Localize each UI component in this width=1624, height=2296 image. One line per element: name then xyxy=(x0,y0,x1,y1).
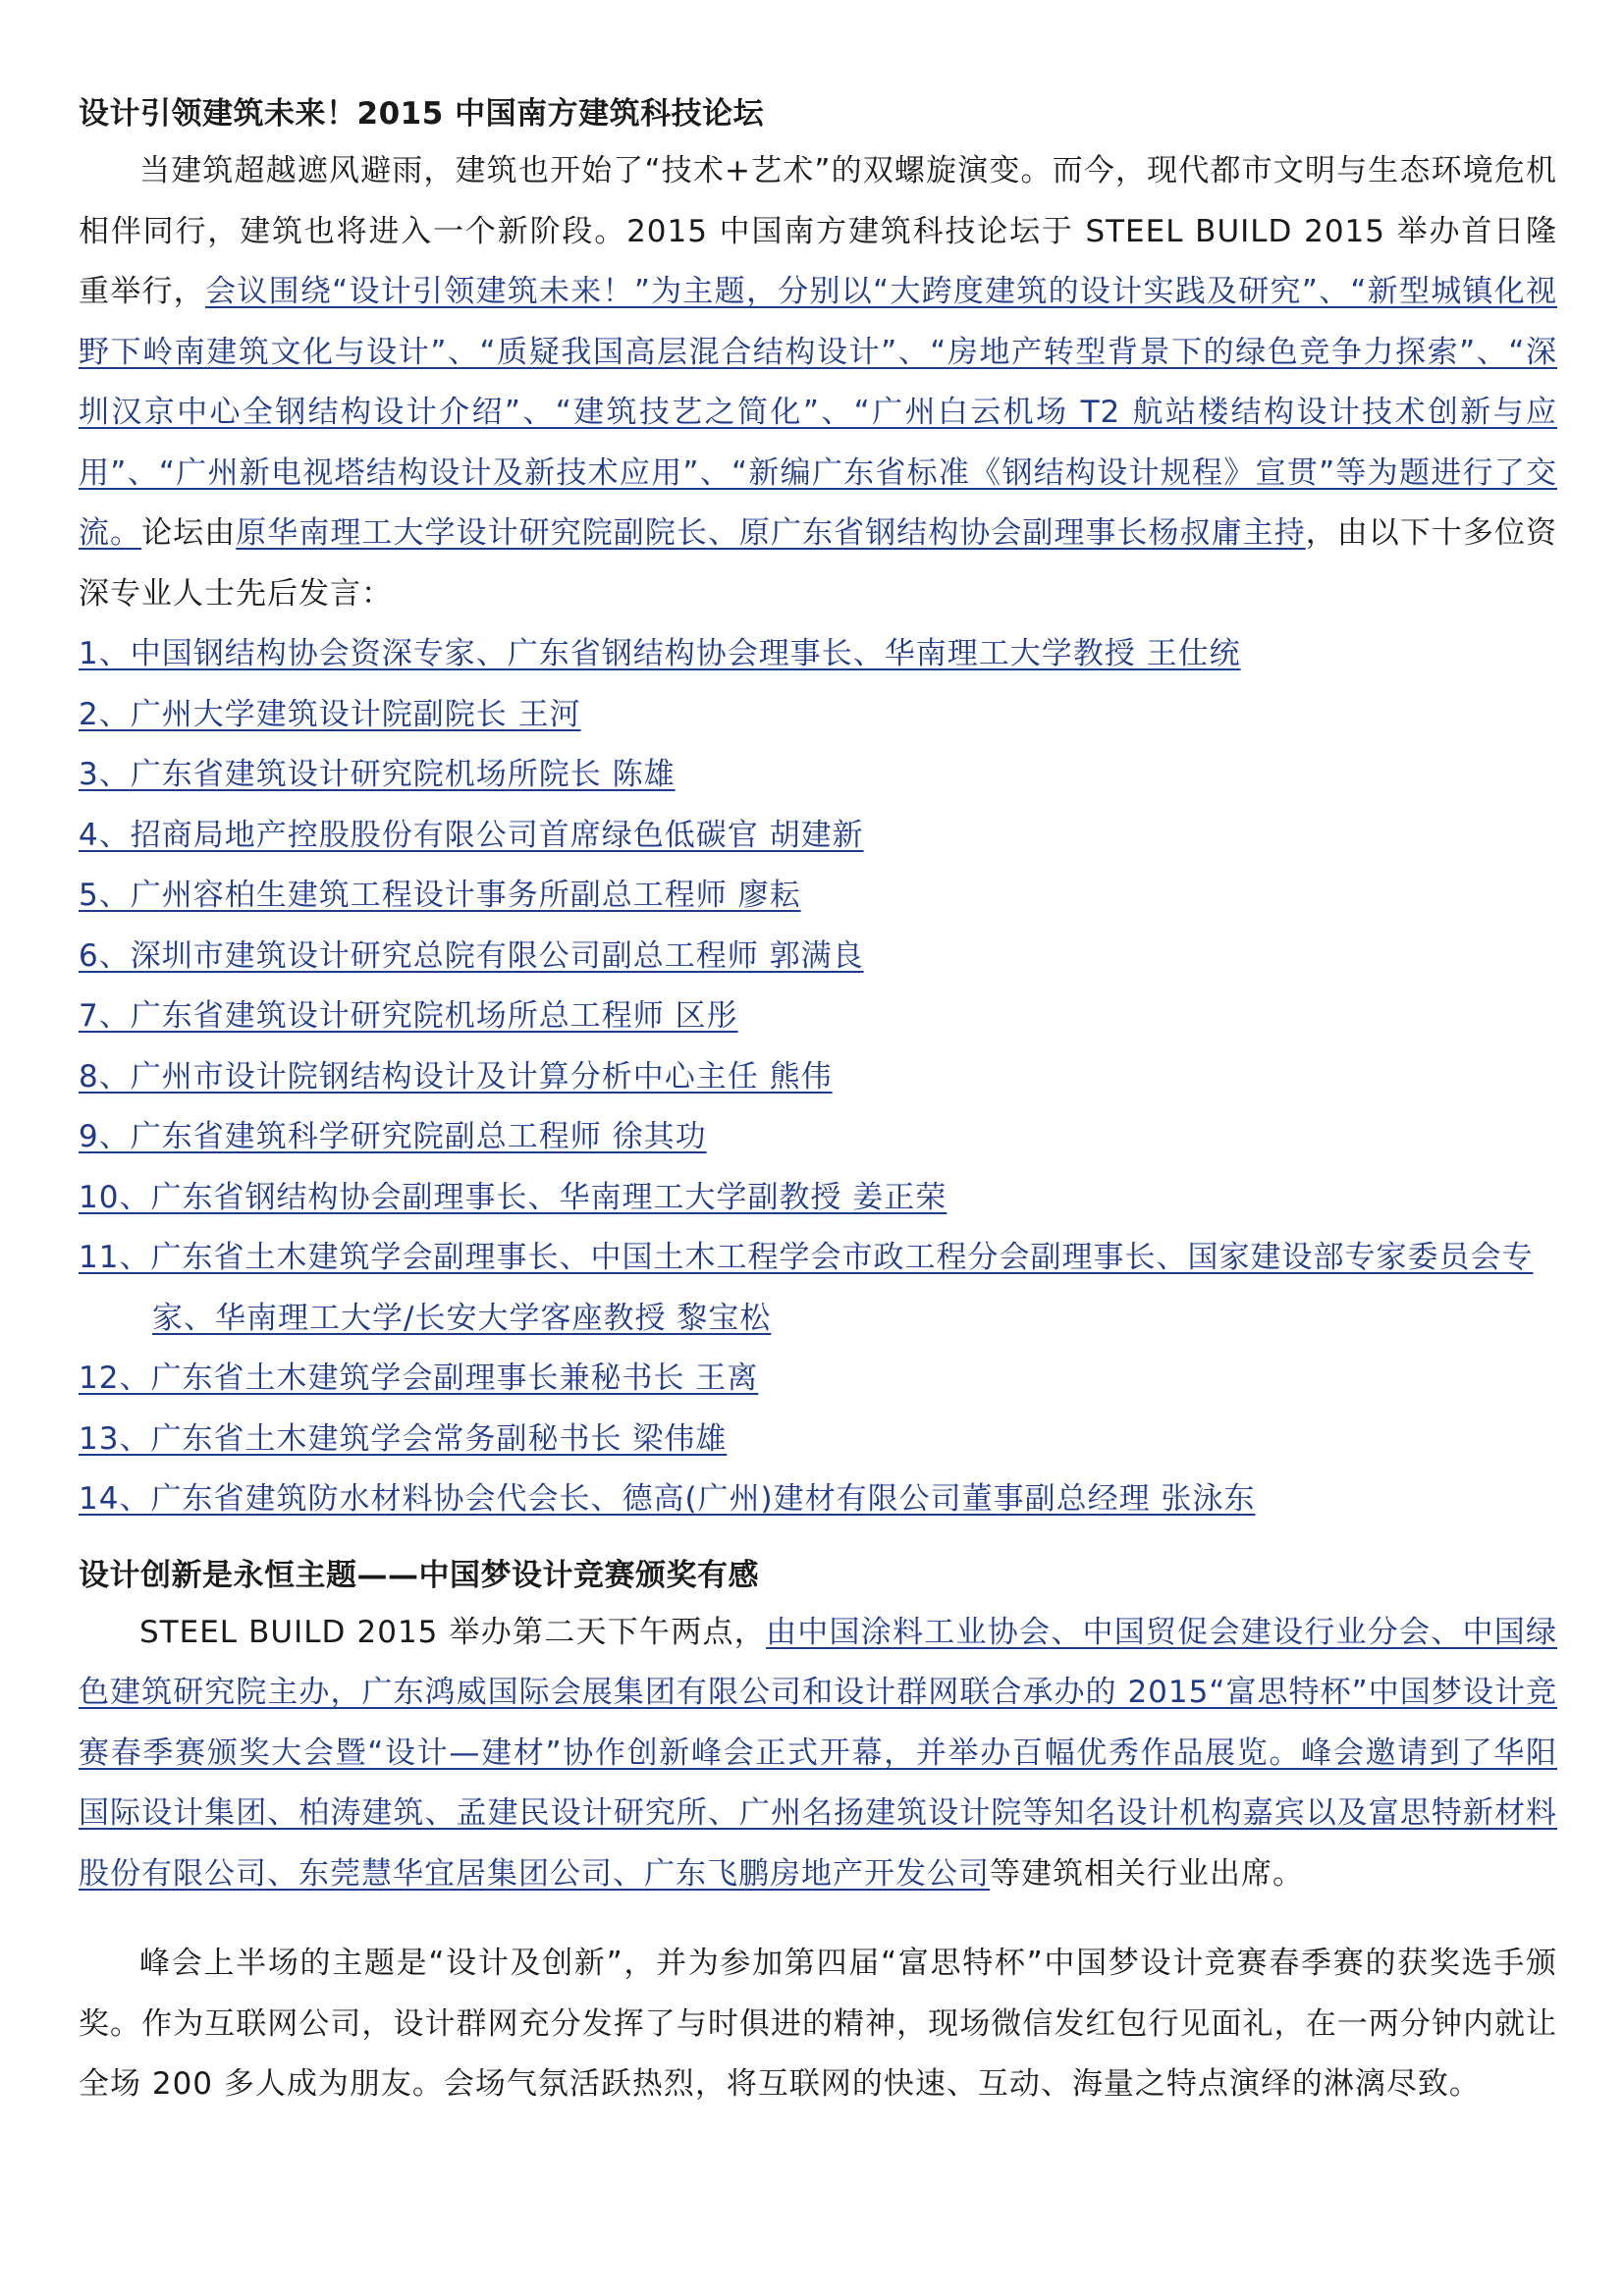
paragraph-spacer xyxy=(79,1904,1557,1934)
list-item[interactable] xyxy=(79,745,1557,806)
speaker-link[interactable]: 11、广东省土木建筑学会副理事长、中国土木工程学会市政工程分会副理事长、国家建设部专家委员会专家、华南理工大学/长安大学客座教授 黎宝松 xyxy=(79,1240,1534,1336)
list-item[interactable] xyxy=(79,1228,1557,1349)
speaker-link[interactable]: 3、广东省建筑设计研究院机场所院长 陈雄 xyxy=(79,757,676,792)
speaker-list xyxy=(79,624,1557,1530)
speaker-link[interactable]: 1、中国钢结构协会资深专家、广东省钢结构协会理事长、华南理工大学教授 王仕统 xyxy=(79,636,1241,671)
list-item[interactable] xyxy=(79,1047,1557,1108)
speaker-link[interactable]: 10、广东省钢结构协会副理事长、华南理工大学副教授 姜正荣 xyxy=(79,1179,947,1215)
intro-text-a: 当建筑超越遮风避雨，建筑也开始了“技术+艺术”的双螺旋演变。而今，现代都市文明与生态环境危机相伴同行，建筑也将进入一个新阶段。2015 中国南方建筑科技论坛于 STEEL BUILD 2015 举办首日隆重举行， xyxy=(79,153,1557,309)
section-spacer xyxy=(79,1530,1557,1556)
list-item[interactable] xyxy=(79,927,1557,988)
forum-topics-link[interactable]: 会议围绕“设计引领建筑未来！”为主题，分别以“大跨度建筑的设计实践及研究”、“新型城镇化视野下岭南建筑文化与设计”、“质疑我国高层混合结构设计”、“房地产转型背景下的绿色竞争力探索”、“深圳汉京中心全钢结构设计介绍”、“建筑技艺之简化”、“广州白云机场 T2 航站楼结构设计技术创新与应用”、“广州新电视塔结构设计及新技术应用”、“新编广东省标准《钢结构设计规程》宣贯”等为题进行了交流。 xyxy=(79,274,1558,551)
section2-paragraph-1 xyxy=(79,1603,1557,1905)
list-item[interactable] xyxy=(79,1410,1557,1470)
document-page xyxy=(79,94,1557,2115)
intro-text-c: ，由以下十多位资深专业人士先后发言： xyxy=(79,515,1558,612)
speaker-link[interactable]: 7、广东省建筑设计研究院机场所总工程师 区彤 xyxy=(79,998,738,1034)
speaker-link[interactable]: 5、广州容柏生建筑工程设计事务所副总工程师 廖耘 xyxy=(79,878,801,913)
speaker-link[interactable]: 14、广东省建筑防水材料协会代会长、德高(广州)建材有限公司董事副总经理 张泳东 xyxy=(79,1481,1256,1517)
section2-paragraph-2: 峰会上半场的主题是“设计及创新”，并为参加第四届“富思特杯”中国梦设计竞赛春季赛的获奖选手颁奖。作为互联网公司，设计群网充分发挥了与时俱进的精神，现场微信发红包行见面礼，在一两分钟内就让全场 200 多人成为朋友。会场气氛活跃热烈，将互联网的快速、互动、海量之特点演绎的淋漓尽致。 xyxy=(79,1946,1557,2102)
intro-text-b: 论坛由 xyxy=(141,515,237,551)
speaker-link[interactable]: 8、广州市设计院钢结构设计及计算分析中心主任 熊伟 xyxy=(79,1058,833,1095)
list-item[interactable] xyxy=(79,866,1557,927)
list-item[interactable] xyxy=(79,1168,1557,1229)
list-item[interactable] xyxy=(79,1107,1557,1168)
section1-title: 设计引领建筑未来！2015 中国南方建筑科技论坛 xyxy=(79,96,765,132)
section2-title: 设计创新是永恒主题——中国梦设计竞赛颁奖有感 xyxy=(79,1557,759,1593)
summit-text-a: STEEL BUILD 2015 举办第二天下午两点， xyxy=(139,1614,766,1650)
speaker-link[interactable]: 13、广东省土木建筑学会常务副秘书长 梁伟雄 xyxy=(79,1420,728,1457)
speaker-link[interactable]: 2、广州大学建筑设计院副院长 王河 xyxy=(79,696,581,732)
list-item[interactable] xyxy=(79,624,1557,685)
host-link[interactable]: 原华南理工大学设计研究院副院长、原广东省钢结构协会副理事长杨叔庸主持 xyxy=(236,515,1306,551)
list-item[interactable] xyxy=(79,987,1557,1047)
list-item[interactable] xyxy=(79,1349,1557,1410)
speaker-link[interactable]: 9、广东省建筑科学研究院副总工程师 徐其功 xyxy=(79,1119,707,1154)
list-item[interactable] xyxy=(79,685,1557,746)
list-item[interactable] xyxy=(79,806,1557,867)
summit-organizers-link[interactable]: 由中国涂料工业协会、中国贸促会建设行业分会、中国绿色建筑研究院主办，广东鸿威国际会展集团有限公司和设计群网联合承办的 2015“富思特杯”中国梦设计竞赛春季赛颁奖大会暨“设计—建材”协作创新峰会正式开幕，并举办百幅优秀作品展览。峰会邀请到了华阳国际设计集团、柏涛建筑、孟建民设计研究所、广州名扬建筑设计院等知名设计机构嘉宾以及富思特新材料股份有限公司、东莞慧华宜居集团公司、广东飞鹏房地产开发公司 xyxy=(79,1614,1557,1892)
section1-intro-paragraph xyxy=(79,141,1557,624)
list-item[interactable] xyxy=(79,1469,1557,1530)
speaker-link[interactable]: 6、深圳市建筑设计研究总院有限公司副总工程师 郭满良 xyxy=(79,937,864,974)
summit-text-b: 等建筑相关行业出席。 xyxy=(990,1855,1304,1892)
speaker-link[interactable]: 4、招商局地产控股股份有限公司首席绿色低碳官 胡建新 xyxy=(79,817,864,853)
speaker-link[interactable]: 12、广东省土木建筑学会副理事长兼秘书长 王离 xyxy=(79,1361,759,1396)
